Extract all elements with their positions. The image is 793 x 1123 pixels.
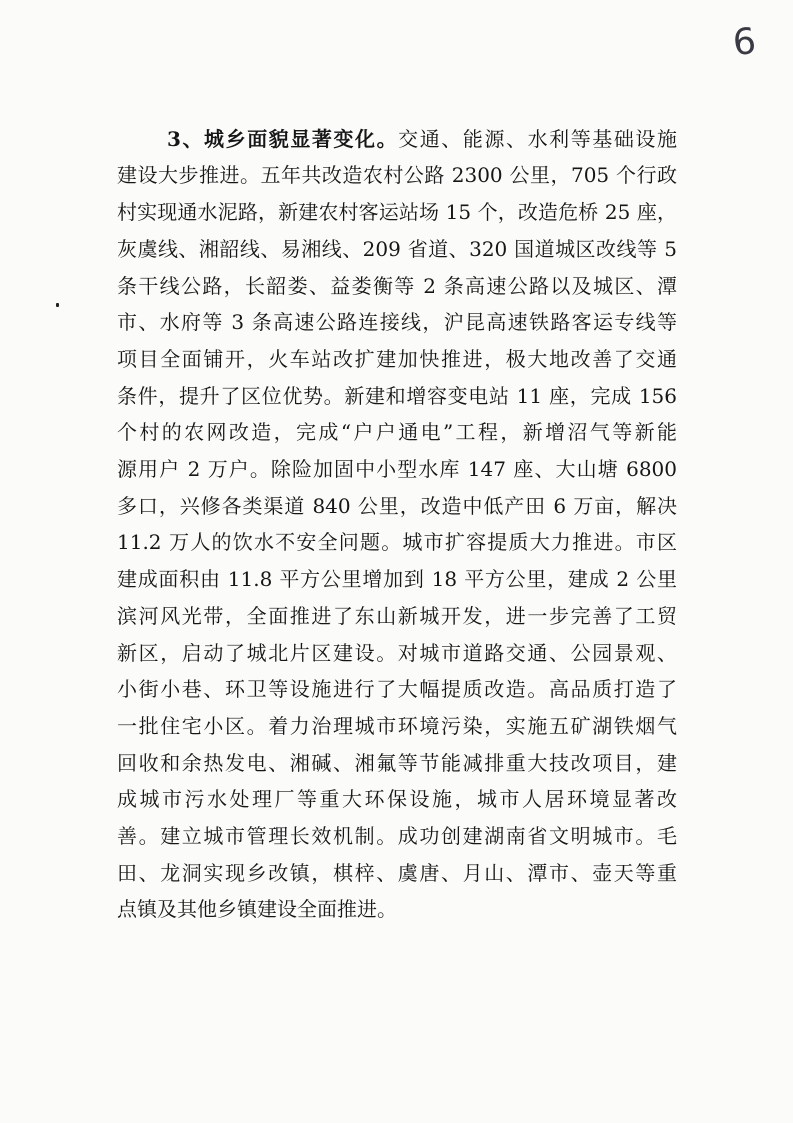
text-line: 条件，提升了区位优势。新建和增容变电站 11 座，完成 156: [117, 384, 677, 408]
text-line: 善。建立城市管理长效机制。成功创建湖南省文明城市。毛: [117, 824, 677, 848]
text-line: 回收和余热发电、湘碱、湘氟等节能减排重大技改项目，建: [117, 751, 677, 775]
page-number: 6: [730, 20, 758, 65]
text-line: 3、城乡面貌显著变化。交通、能源、水利等基础设施: [167, 127, 677, 151]
text-line: 小街小巷、环卫等设施进行了大幅提质改造。高品质打造了: [117, 677, 677, 701]
text-line: 建设大步推进。五年共改造农村公路 2300 公里，705 个行政: [117, 163, 677, 187]
text-line: 一批住宅小区。着力治理城市环境污染，实施五矿湖铁烟气: [117, 714, 677, 738]
text-line: 个村的农网改造，完成“户户通电”工程，新增沼气等新能: [117, 420, 677, 444]
text-line: 市、水府等 3 条高速公路连接线，沪昆高速铁路客运专线等: [117, 310, 677, 334]
text-line: 新区，启动了城北片区建设。对城市道路交通、公园景观、: [117, 641, 677, 665]
text-line: 灰虞线、湘韶线、易湘线、209 省道、320 国道城区改线等 5: [117, 237, 677, 261]
text-line: 成城市污水处理厂等重大环保设施，城市人居环境显著改: [117, 787, 677, 811]
text-line: 条干线公路，长韶娄、益娄衡等 2 条高速公路以及城区、潭: [117, 274, 677, 298]
text-line: 项目全面铺开，火车站改扩建加快推进，极大地改善了交通: [117, 347, 677, 371]
text-line: 源用户 2 万户。除险加固中小型水库 147 座、大山塘 6800: [117, 457, 677, 481]
text-line: 田、龙洞实现乡改镇，棋梓、虞唐、月山、潭市、壶天等重: [117, 861, 677, 885]
text-line: 点镇及其他乡镇建设全面推进。: [117, 897, 397, 921]
section-heading: 3、城乡面貌显著变化。: [167, 127, 399, 151]
text-line: 村实现通水泥路，新建农村客运站场 15 个，改造危桥 25 座，: [117, 200, 677, 224]
text-line: 滨河风光带，全面推进了东山新城开发，进一步完善了工贸: [117, 604, 677, 628]
text-line: 多口，兴修各类渠道 840 公里，改造中低产田 6 万亩，解决: [117, 494, 677, 518]
text-line: 11.2 万人的饮水不安全问题。城市扩容提质大力推进。市区: [117, 530, 677, 554]
text-line: 建成面积由 11.8 平方公里增加到 18 平方公里，建成 2 公里: [117, 567, 677, 591]
